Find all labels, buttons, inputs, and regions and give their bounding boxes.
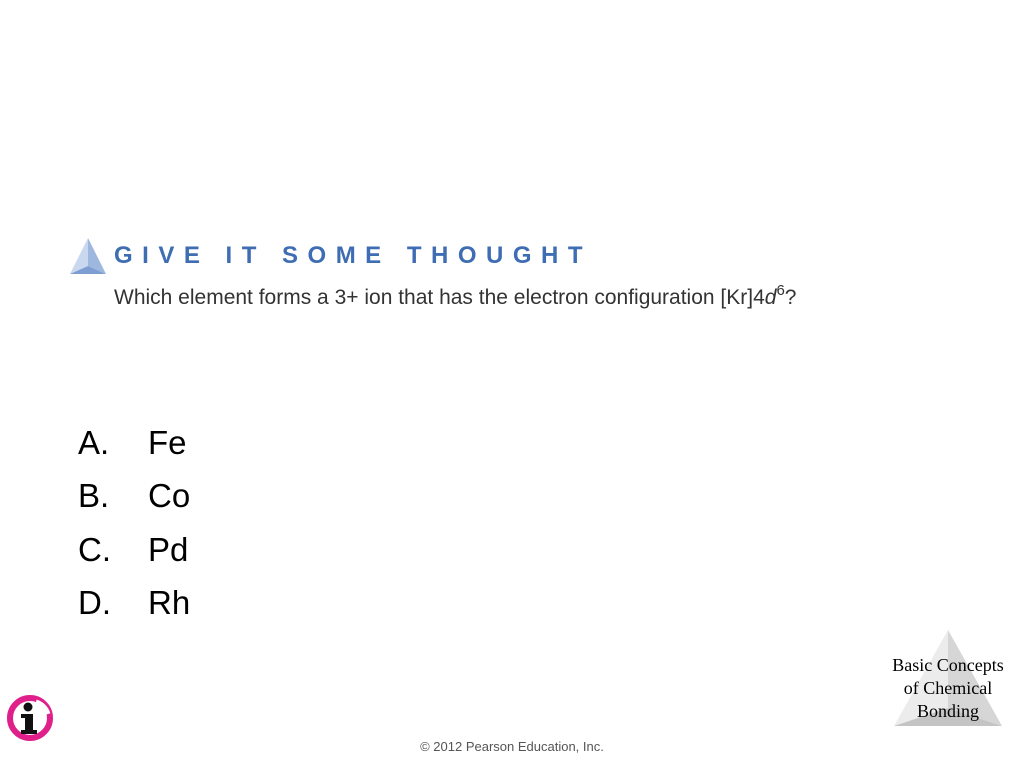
chapter-line-1: Basic Concepts (892, 655, 1004, 675)
question-text (114, 282, 797, 310)
question-orbital: d (764, 286, 777, 309)
option-d[interactable] (78, 577, 190, 631)
option-letter: B. (78, 477, 110, 515)
give-it-some-thought-header (68, 236, 592, 276)
option-letter: C. (78, 530, 111, 568)
chapter-line-2: of Chemical (903, 678, 993, 698)
option-letter: A. (78, 423, 110, 461)
option-answer: Co (148, 477, 191, 515)
chapter-label (880, 628, 1016, 728)
option-answer: Fe (148, 423, 187, 461)
blue-triangle-icon (68, 236, 108, 276)
question-end: ? (784, 286, 797, 309)
question-main: Which element forms a 3+ ion that has the electron configuration [Kr]4 (114, 286, 765, 309)
copyright-text: © 2012 Pearson Education, Inc. (420, 739, 604, 754)
option-a[interactable] (78, 416, 190, 470)
chapter-title (880, 654, 1016, 723)
question-superscript: 6 (776, 282, 785, 299)
section-title: GIVE IT SOME THOUGHT (114, 242, 593, 269)
chapter-line-3: Bonding (916, 701, 979, 721)
clicker-i-logo-icon (6, 694, 54, 742)
option-b[interactable] (78, 470, 190, 524)
answer-options (78, 416, 190, 630)
option-letter: D. (78, 584, 111, 622)
option-answer: Rh (148, 584, 191, 622)
option-c[interactable] (78, 523, 190, 577)
option-answer: Pd (148, 530, 189, 568)
